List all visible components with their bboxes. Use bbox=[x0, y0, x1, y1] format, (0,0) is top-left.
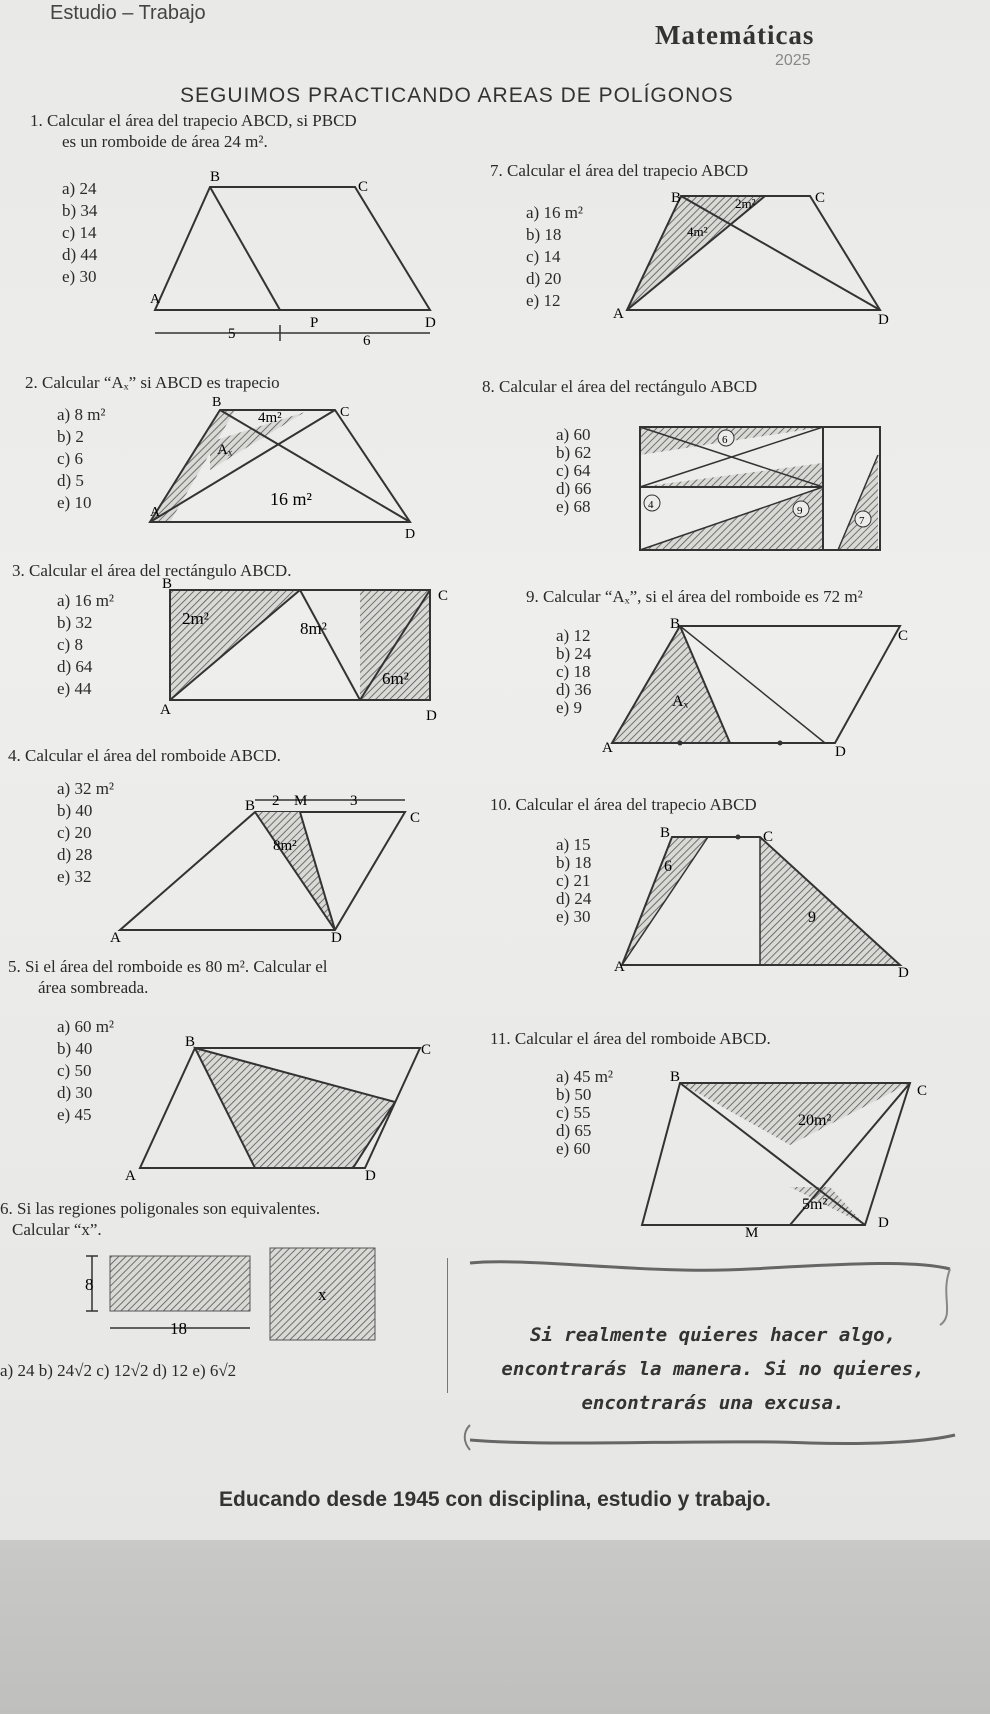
label-B: B bbox=[212, 395, 222, 410]
problem-11-figure bbox=[640, 1069, 940, 1245]
option[interactable]: d) 28 bbox=[57, 845, 93, 864]
problem-9-statement: 9. Calcular “Aₓ”, si el área del romboide es 72 m² bbox=[526, 587, 863, 606]
problem-6-options[interactable]: a) 24 b) 24√2 c) 12√2 d) 12 e) 6√2 bbox=[0, 1361, 237, 1380]
header-year: 2025 bbox=[775, 52, 811, 69]
label-C: C bbox=[815, 190, 826, 206]
problem-6-statement bbox=[0, 1198, 320, 1240]
area-20m2: 20m² bbox=[798, 1112, 832, 1129]
column-separator bbox=[447, 1258, 448, 1393]
label-A: A bbox=[613, 306, 624, 322]
header-subject: Matemáticas bbox=[655, 20, 815, 50]
option[interactable]: c) 55 bbox=[556, 1103, 591, 1122]
option[interactable]: d) 5 bbox=[57, 471, 84, 490]
option[interactable]: b) 2 bbox=[57, 427, 84, 446]
option[interactable]: e) 30 bbox=[62, 267, 97, 286]
label-D: D bbox=[331, 930, 342, 946]
problem-7-figure bbox=[613, 190, 895, 328]
area-4m2: 4m² bbox=[687, 224, 708, 239]
option[interactable]: a) 12 bbox=[556, 626, 591, 645]
option[interactable]: d) 30 bbox=[57, 1083, 93, 1102]
segment-2: 2 bbox=[272, 793, 280, 809]
option[interactable]: c) 14 bbox=[62, 223, 97, 242]
label-C: C bbox=[421, 1042, 432, 1058]
problem-7-options bbox=[526, 202, 583, 312]
label-B: B bbox=[670, 1069, 681, 1085]
problem-2-options bbox=[57, 404, 106, 514]
header-left: Estudio – Trabajo bbox=[50, 2, 206, 24]
problem-5-line2: área sombreada. bbox=[38, 978, 149, 997]
option[interactable]: a) 45 m² bbox=[556, 1067, 614, 1086]
label-C: C bbox=[898, 628, 909, 644]
label-A: A bbox=[160, 702, 171, 718]
label-C: C bbox=[438, 588, 449, 604]
option[interactable]: e) 60 bbox=[556, 1139, 591, 1158]
option[interactable]: a) 16 m² bbox=[57, 591, 115, 610]
option[interactable]: c) 50 bbox=[57, 1061, 92, 1080]
label-B: B bbox=[162, 576, 173, 592]
option[interactable]: c) 20 bbox=[57, 823, 92, 842]
option[interactable]: e) 45 bbox=[57, 1105, 92, 1124]
option[interactable]: b) 18 bbox=[556, 853, 592, 872]
problem-5-figure bbox=[125, 1034, 435, 1184]
option[interactable]: b) 32 bbox=[57, 613, 93, 632]
label-D: D bbox=[835, 744, 846, 760]
area-9: 9 bbox=[808, 909, 816, 926]
label-B: B bbox=[660, 825, 671, 841]
problem-1-figure bbox=[150, 169, 440, 349]
problem-5-options bbox=[57, 1016, 114, 1126]
background-surface bbox=[0, 1540, 990, 1714]
side-x: x bbox=[318, 1285, 327, 1304]
label-A: A bbox=[110, 930, 121, 946]
option[interactable]: e) 9 bbox=[556, 698, 582, 717]
label-C: C bbox=[917, 1083, 928, 1099]
label-A: A bbox=[150, 505, 161, 520]
segment-6: 6 bbox=[363, 333, 371, 349]
area-2m2: 2m² bbox=[182, 609, 209, 628]
area-8m2: 8m² bbox=[273, 838, 297, 854]
area-5m2: 5m² bbox=[802, 1196, 828, 1213]
area-2m2: 2m² bbox=[735, 196, 756, 211]
label-A: A bbox=[150, 292, 161, 307]
option[interactable]: d) 44 bbox=[62, 245, 98, 264]
label-A: A bbox=[125, 1168, 136, 1184]
option[interactable]: a) 32 m² bbox=[57, 779, 115, 798]
option[interactable]: b) 24 bbox=[556, 644, 592, 663]
problem-2-figure bbox=[150, 395, 420, 542]
side-8: 8 bbox=[85, 1275, 94, 1294]
label-M: M bbox=[294, 793, 308, 809]
problem-1-statement bbox=[30, 110, 357, 152]
label-D: D bbox=[878, 312, 889, 328]
problem-3-statement: 3. Calcular el área del rectángulo ABCD. bbox=[12, 561, 292, 580]
problem-9-options bbox=[556, 627, 591, 717]
area-Ax: Aₓ bbox=[217, 442, 233, 458]
label-D: D bbox=[425, 315, 436, 331]
option[interactable]: c) 8 bbox=[57, 635, 83, 654]
option[interactable]: e) 44 bbox=[57, 679, 92, 698]
label-A: A bbox=[614, 959, 625, 975]
option[interactable]: a) 16 m² bbox=[526, 203, 584, 222]
quote-line2: encontrarás la manera. Si no quieres, bbox=[501, 1358, 925, 1380]
page-title: SEGUIMOS PRACTICANDO AREAS DE POLÍGONOS bbox=[180, 84, 734, 107]
label-C: C bbox=[340, 405, 350, 420]
option[interactable]: a) 60 bbox=[556, 425, 591, 444]
motivational-quote bbox=[478, 1318, 948, 1420]
option[interactable]: c) 14 bbox=[526, 247, 561, 266]
problem-9-figure bbox=[602, 616, 910, 760]
label-B: B bbox=[245, 798, 256, 814]
label-D: D bbox=[405, 527, 416, 542]
label-D: D bbox=[365, 1168, 376, 1184]
school-motto: Educando desde 1945 con disciplina, estudio y trabajo. bbox=[219, 1488, 771, 1511]
area-4m2: 4m² bbox=[258, 410, 282, 426]
option[interactable]: b) 18 bbox=[526, 225, 562, 244]
problem-3-options bbox=[57, 590, 114, 700]
option[interactable]: e) 10 bbox=[57, 493, 92, 512]
option[interactable]: d) 36 bbox=[556, 680, 592, 699]
option[interactable]: d) 20 bbox=[526, 269, 562, 288]
label-M: M bbox=[745, 1225, 759, 1241]
option[interactable]: d) 24 bbox=[556, 889, 592, 908]
option[interactable]: e) 32 bbox=[57, 867, 92, 886]
problem-8-figure bbox=[638, 425, 888, 555]
side-18: 18 bbox=[170, 1319, 187, 1338]
problem-10-figure bbox=[614, 825, 910, 981]
area-9: 9 bbox=[797, 505, 803, 517]
problem-6-line2: Calcular “x”. bbox=[12, 1220, 102, 1239]
segment-5: 5 bbox=[228, 326, 236, 342]
area-6: 6 bbox=[722, 434, 728, 446]
option[interactable]: d) 64 bbox=[57, 657, 93, 676]
option[interactable]: b) 40 bbox=[57, 1039, 93, 1058]
label-D: D bbox=[426, 708, 437, 724]
problem-6-figure bbox=[70, 1248, 390, 1348]
problem-7-statement: 7. Calcular el área del trapecio ABCD bbox=[490, 161, 749, 180]
label-B: B bbox=[670, 616, 681, 632]
problem-6-line1: 6. Si las regiones poligonales son equivalentes. bbox=[0, 1199, 321, 1218]
option[interactable]: c) 18 bbox=[556, 662, 591, 681]
area-Ax: Aₓ bbox=[672, 693, 689, 710]
area-8m2: 8m² bbox=[300, 619, 327, 638]
label-B: B bbox=[185, 1034, 196, 1050]
option[interactable]: a) 8 m² bbox=[57, 405, 106, 424]
problem-3-figure bbox=[160, 576, 450, 724]
area-16m2: 16 m² bbox=[270, 489, 312, 509]
label-D: D bbox=[898, 965, 909, 981]
option[interactable]: e) 68 bbox=[556, 497, 591, 516]
problem-1-options bbox=[62, 178, 97, 288]
option[interactable]: b) 50 bbox=[556, 1085, 592, 1104]
option[interactable]: b) 40 bbox=[57, 801, 93, 820]
option[interactable]: b) 34 bbox=[62, 201, 98, 220]
problem-11-options bbox=[556, 1068, 613, 1158]
area-4: 4 bbox=[648, 499, 654, 511]
problem-1-line1: 1. Calcular el área del trapecio ABCD, si PBCD bbox=[30, 111, 357, 130]
label-B: B bbox=[210, 169, 221, 185]
label-C: C bbox=[410, 810, 421, 826]
label-C: C bbox=[358, 179, 369, 195]
label-C: C bbox=[763, 829, 774, 845]
option[interactable]: a) 15 bbox=[556, 835, 591, 854]
option[interactable]: e) 12 bbox=[526, 291, 561, 310]
label-D: D bbox=[878, 1215, 889, 1231]
option[interactable]: d) 66 bbox=[556, 479, 592, 498]
option[interactable]: c) 6 bbox=[57, 449, 83, 468]
problem-5-statement bbox=[8, 956, 328, 998]
quote-line3: encontrarás una excusa. bbox=[581, 1392, 845, 1414]
problem-4-statement: 4. Calcular el área del romboide ABCD. bbox=[8, 746, 281, 765]
problem-2-statement: 2. Calcular “Aₓ” si ABCD es trapecio bbox=[25, 373, 280, 392]
problem-8-statement: 8. Calcular el área del rectángulo ABCD bbox=[482, 377, 758, 396]
problem-4-figure bbox=[105, 792, 435, 946]
problem-11-statement: 11. Calcular el área del romboide ABCD. bbox=[490, 1029, 771, 1048]
option[interactable]: e) 30 bbox=[556, 907, 591, 926]
problem-5-line1: 5. Si el área del romboide es 80 m². Calcular el bbox=[8, 957, 328, 976]
problem-10-options bbox=[556, 836, 591, 926]
option[interactable]: a) 24 bbox=[62, 179, 97, 198]
area-6: 6 bbox=[664, 858, 672, 875]
problem-8-options bbox=[556, 426, 591, 516]
area-7: 7 bbox=[859, 515, 865, 527]
quote-line1: Si realmente quieres hacer algo, bbox=[529, 1324, 897, 1346]
option[interactable]: a) 60 m² bbox=[57, 1017, 115, 1036]
label-A: A bbox=[602, 740, 613, 756]
label-P: P bbox=[310, 315, 319, 331]
problem-1-line2: es un romboide de área 24 m². bbox=[62, 132, 268, 151]
problem-10-statement: 10. Calcular el área del trapecio ABCD bbox=[490, 795, 757, 814]
option[interactable]: d) 65 bbox=[556, 1121, 592, 1140]
area-6m2: 6m² bbox=[382, 669, 409, 688]
segment-3: 3 bbox=[350, 793, 358, 809]
option[interactable]: b) 62 bbox=[556, 443, 592, 462]
label-B: B bbox=[671, 190, 682, 206]
option[interactable]: c) 64 bbox=[556, 461, 591, 480]
option[interactable]: c) 21 bbox=[556, 871, 591, 890]
